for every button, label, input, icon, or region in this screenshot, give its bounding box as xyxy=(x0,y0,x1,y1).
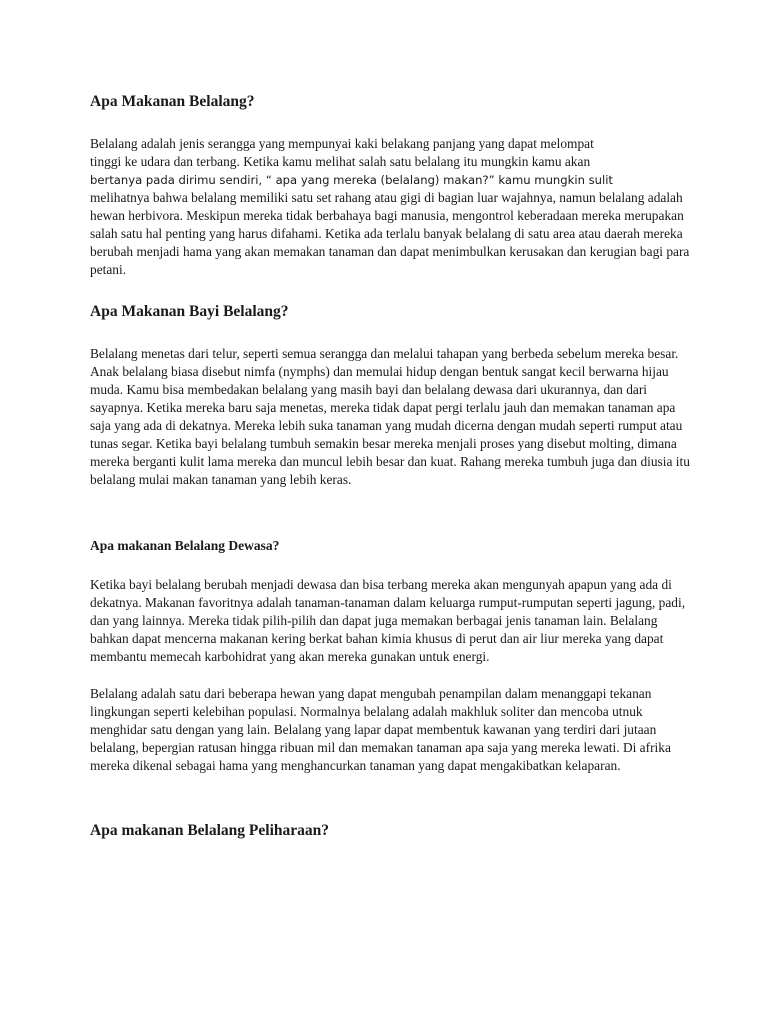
document-body xyxy=(90,92,690,841)
paragraph-belalang-dewasa: Ketika bayi belalang berubah menjadi dewasa dan bisa terbang mereka akan mengunyah apapun yang ada di dekatnya. Makanan favoritnya adalah tanaman-tanaman dalam keluarga rumput-rumputan seperti jagung, padi, dan yang lainnya. Mereka tidak pilih-pilih dan dapat juga memakan berbagai jenis tanaman lain. Belalang bahkan dapat mencerna makanan kering berkat bahan kimia khusus di perut dan air liur mereka yang dapat membantu memecah karbohidrat yang akan mereka gunakan untuk energi. xyxy=(90,577,686,664)
paragraph-intro-line-2: tinggi ke udara dan terbang. Ketika kamu melihat salah satu belalang itu mungkin kamu akan xyxy=(90,154,591,169)
paragraph-intro-line-1: Belalang adalah jenis serangga yang mempunyai kaki belakang panjang yang dapat melompat xyxy=(90,136,594,151)
paragraph-intro-line-3: bertanya pada dirimu sendiri, “ apa yang mereka (belalang) makan?” kamu mungkin sulit xyxy=(90,173,613,187)
heading-makanan-belalang-peliharaan: Apa makanan Belalang Peliharaan? xyxy=(90,822,329,839)
paragraph-intro-rest: melihatnya bahwa belalang memiliki satu set rahang atau gigi di bagian luar wajahnya, namun belalang adalah hewan herbivora. Meskipun mereka tidak berbahaya bagi manusia, mengontrol keberadaan mereka merupakan salah satu hal penting yang harus difahami. Ketika ada terlalu banyak belalang di satu area atau daerah mereka berubah menjadi hama yang akan memakan tanaman dan dapat menimbulkan kerusakan dan kerugian bagi para petani. xyxy=(90,190,690,277)
heading-makanan-belalang: Apa Makanan Belalang? xyxy=(90,93,255,110)
paragraph-perubahan-penampilan: Belalang adalah satu dari beberapa hewan yang dapat mengubah penampilan dalam menanggapi tekanan lingkungan seperti kelebihan populasi. Normalnya belalang adalah makhluk soliter dan mencoba utnuk menghidar satu dengan yang lain. Belalang yang lapar dapat membentuk kawanan yang terdiri dari jutaan belalang, bepergian ratusan hingga ribuan mil dan memakan tanaman apa saja yang mereka lewati. Di afrika mereka dikenal sebagai hama yang menghancurkan tanaman yang dapat mengakibatkan kelaparan. xyxy=(90,686,671,773)
heading-makanan-bayi-belalang: Apa Makanan Bayi Belalang? xyxy=(90,303,289,320)
heading-makanan-belalang-dewasa: Apa makanan Belalang Dewasa? xyxy=(90,538,280,553)
paragraph-intro xyxy=(90,135,690,279)
paragraph-bayi-belalang: Belalang menetas dari telur, seperti semua serangga dan melalui tahapan yang berbeda sebelum mereka besar. Anak belalang biasa disebut nimfa (nymphs) dan memulai hidup dengan bentuk sangat kecil berwarna hijau muda. Kamu bisa membedakan belalang yang masih bayi dan belalang dewasa dari ukurannya, dan dari sayapnya. Ketika mereka baru saja menetas, mereka tidak dapat pergi terlalu jauh dan memakan tanaman apa saja yang ada di dekatnya. Mereka lebih suka tanaman yang mudah dicerna dengan mudah seperti rumput atau tunas segar. Ketika bayi belalang tumbuh semakin besar mereka menjali proses yang disebut molting, dimana mereka berganti kulit lama mereka dan muncul lebih besar dan kuat. Rahang mereka tumbuh juga dan diusia itu belalang mulai makan tanaman yang lebih keras. xyxy=(90,346,690,487)
